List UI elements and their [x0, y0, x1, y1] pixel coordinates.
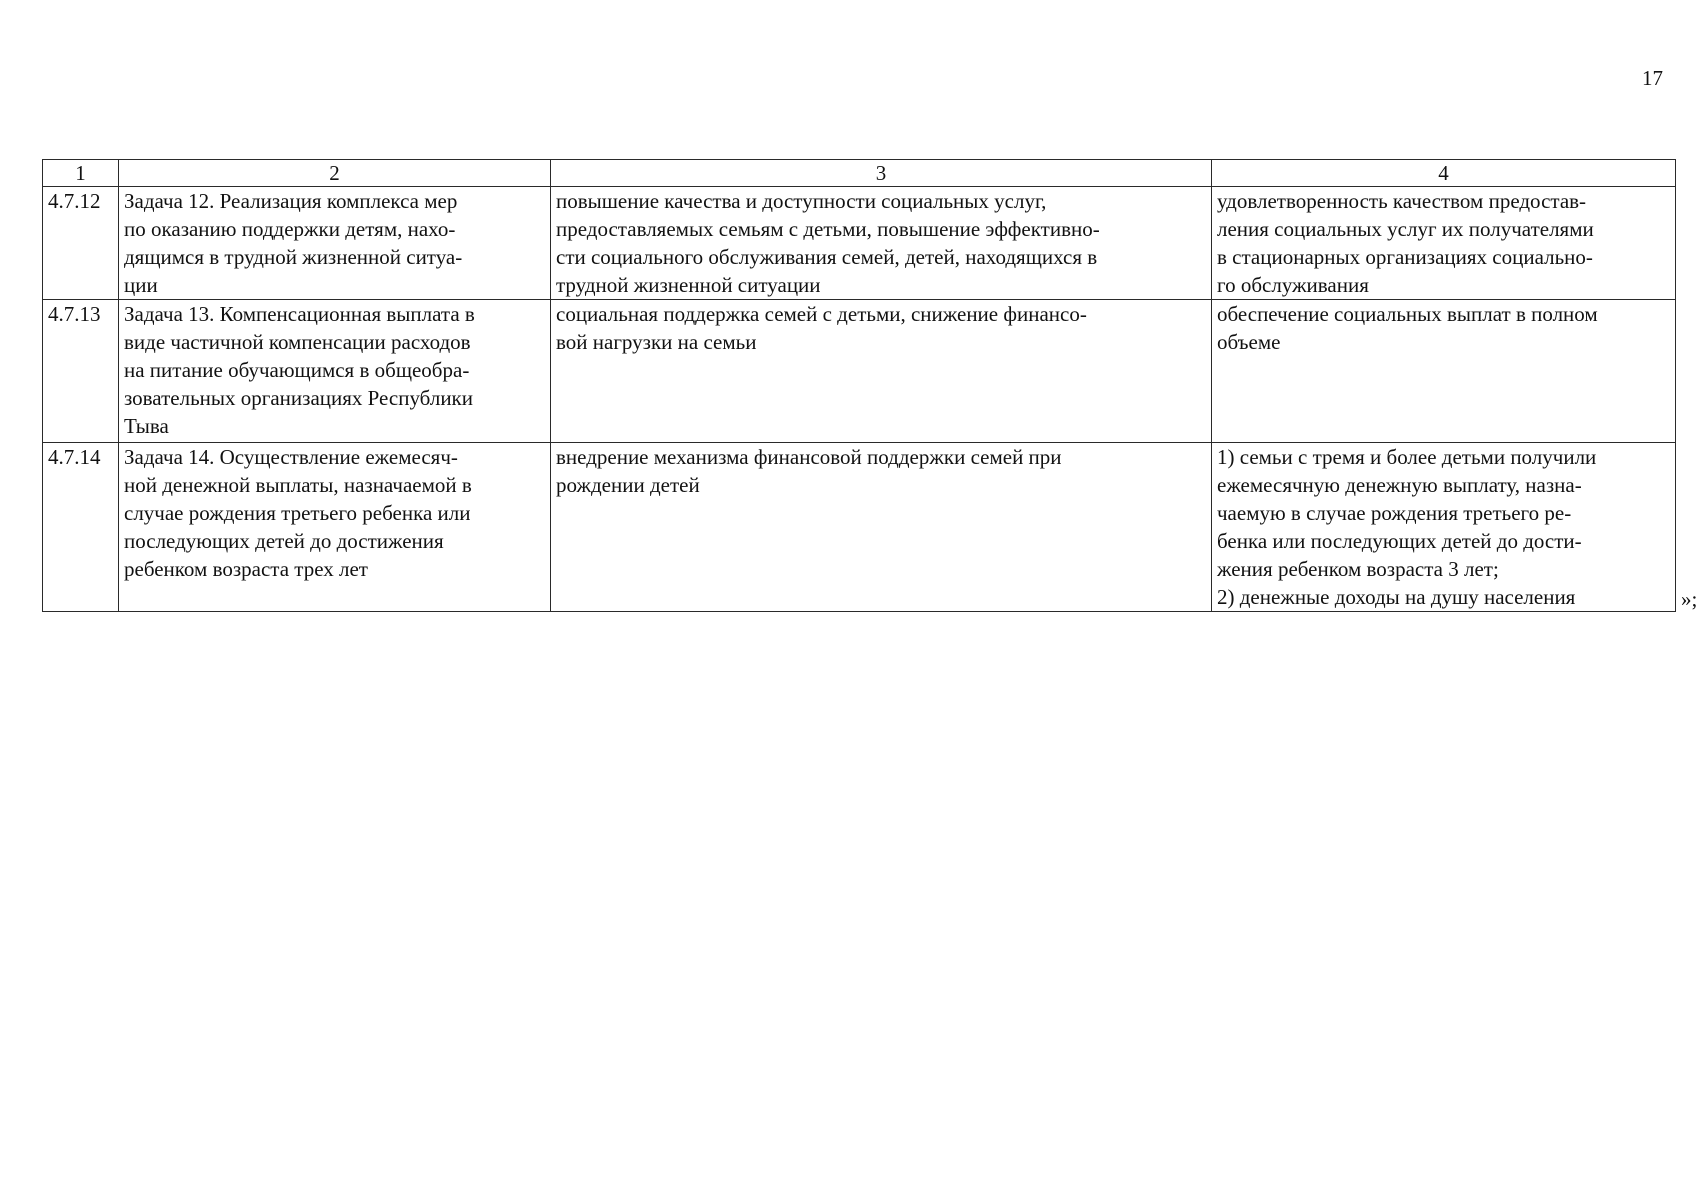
column-header-3: 3 [551, 160, 1212, 187]
row-number: 4.7.12 [43, 187, 119, 300]
result-cell: повышение качества и доступности социальных услуг, предоставляемых семьям с детьми, повышение эффективно- сти социального обслуживания семей, детей, находящихся в трудной жизненной ситуации [551, 187, 1212, 300]
row-number: 4.7.13 [43, 300, 119, 443]
table-row [43, 187, 1676, 300]
indicator-cell: удовлетворенность качеством предостав- ления социальных услуг их получателями в стационарных организациях социально- го обслуживания [1212, 187, 1676, 300]
indicator-cell: 1) семьи с тремя и более детьми получили ежемесячную денежную выплату, назна- чаемую в случае рождения третьего ре- бенка или последующих детей до дости- жения ребенком возраста 3 лет; 2) денежные доходы на душу населения [1212, 443, 1676, 612]
table-row [43, 300, 1676, 443]
column-header-2: 2 [119, 160, 551, 187]
table-row [43, 443, 1676, 612]
task-cell: Задача 14. Осуществление ежемесяч- ной денежной выплаты, назначаемой в случае рождения третьего ребенка или последующих детей до достижения ребенком возраста трех лет [119, 443, 551, 612]
result-cell: социальная поддержка семей с детьми, снижение финансо- вой нагрузки на семьи [551, 300, 1212, 443]
table-header-row [43, 160, 1676, 187]
page-number: 17 [1642, 66, 1663, 90]
task-cell: Задача 12. Реализация комплекса мер по оказанию поддержки детям, нахо- дящимся в трудной жизненной ситуа- ции [119, 187, 551, 300]
program-tasks-table [42, 159, 1676, 612]
column-header-4: 4 [1212, 160, 1676, 187]
row-number: 4.7.14 [43, 443, 119, 612]
task-cell: Задача 13. Компенсационная выплата в виде частичной компенсации расходов на питание обучающимся в общеобра- зовательных организациях Республики Тыва [119, 300, 551, 443]
column-header-1: 1 [43, 160, 119, 187]
result-cell: внедрение механизма финансовой поддержки семей при рождении детей [551, 443, 1212, 612]
closing-quote-mark: »; [1681, 587, 1697, 611]
indicator-cell: обеспечение социальных выплат в полном объеме [1212, 300, 1676, 443]
